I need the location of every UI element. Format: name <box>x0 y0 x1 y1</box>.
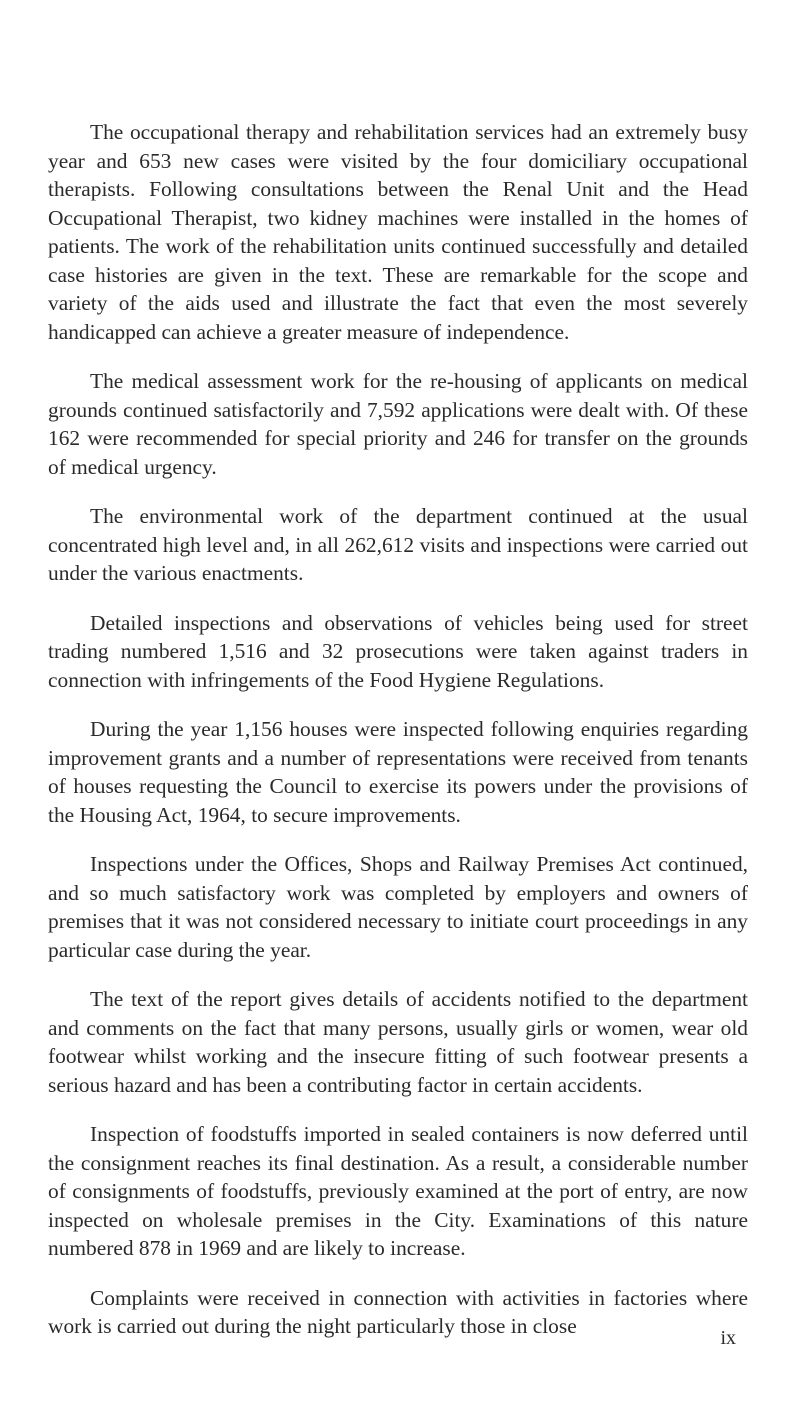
paragraph-accidents: The text of the report gives details of accidents notified to the department and comments on the fact that many persons, usually girls or women, wear old footwear whilst working and the insecure fitting of such footwear presents a serious hazard and has been a contributing factor in certain accidents. <box>48 987 748 1097</box>
paragraph-occupational-therapy: The occupational therapy and rehabilitation services had an extremely busy year and 653 new cases were visited by the four domiciliary occupational therapists. Following consultations between the Renal Unit and the Head Occupational Therapist, two kidney machines were installed in the homes of patients. The work of the rehabilitation units continued successfully and detailed case histories are given in the text. These are remarkable for the scope and variety of the aids used and illustrate the fact that even the most severely handicapped can achieve a greater measure of independence. <box>48 120 748 344</box>
page-number: ix <box>720 1327 736 1349</box>
paragraph-housing-inspections: During the year 1,156 houses were inspected following enquiries regarding improvement grants and a number of representations were received from tenants of houses requesting the Council to exercise its powers under the provisions of the Housing Act, 1964, to secure improvements. <box>48 717 748 827</box>
paragraph-environmental-work: The environmental work of the department continued at the usual concentrated high level and, in all 262,612 visits and inspections were carried out under the various enactments. <box>48 504 748 585</box>
paragraph-foodstuffs-inspection: Inspection of foodstuffs imported in sealed containers is now deferred until the consignment reaches its final destination. As a result, a considerable number of consignments of foodstuffs, previously examined at the port of entry, are now inspected on wholesale premises in the City. Examinations of this nature numbered 878 in 1969 and are likely to increase. <box>48 1122 748 1260</box>
report-page <box>48 118 748 1362</box>
paragraph-medical-assessment: The medical assessment work for the re-housing of applicants on medical grounds continued satisfactorily and 7,592 applications were dealt with. Of these 162 were recommended for special priority and 246 for transfer on the grounds of medical urgency. <box>48 369 748 479</box>
paragraph-factory-complaints: Complaints were received in connection with activities in factories where work is carried out during the night particularly those in close <box>48 1285 748 1338</box>
paragraph-offices-shops-act: Inspections under the Offices, Shops and Railway Premises Act continued, and so much satisfactory work was completed by employers and owners of premises that it was not considered necessary to initiate court proceedings in any particular case during the year. <box>48 852 748 962</box>
paragraph-street-trading: Detailed inspections and observations of vehicles being used for street trading numbered 1,516 and 32 prosecutions were taken against traders in connection with infringements of the Food Hygiene Regulations. <box>48 610 748 692</box>
